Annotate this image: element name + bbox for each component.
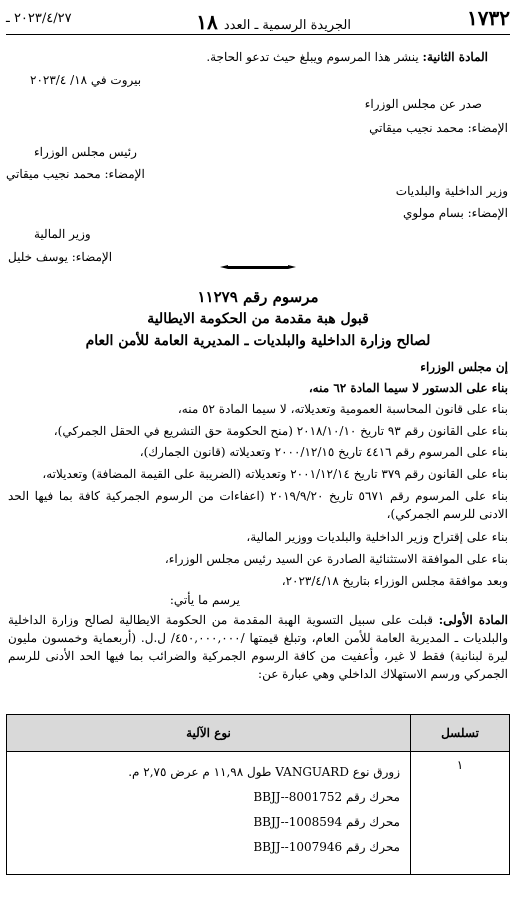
engine-line: محرك رقم BBJJ--1008594 xyxy=(253,815,400,829)
article-one-title: المادة الأولى: xyxy=(438,613,509,627)
donation-table xyxy=(6,714,510,875)
header-divider xyxy=(6,34,510,35)
issue-date: ٢٠٢٣/٤/٢٧ ـ xyxy=(6,11,72,26)
article-two-text: ينشر هذا المرسوم ويبلغ حيث تدعو الحاجة. xyxy=(206,50,419,64)
basis-line: بناء على المرسوم رقم ٤٤١٦ تاريخ ٢٠٠٠/١٢/١٥ وتعديلاته (قانون الجمارك)، xyxy=(139,445,508,459)
signature-line: الإمضاء: محمد نجيب ميقاتي xyxy=(369,121,508,135)
basis-line: بناء على إقتراح وزير الداخلية والبلديات ووزير المالية، xyxy=(246,530,508,544)
article-one-text: قبلت على سبيل التسوية الهبة المقدمة من الحكومة الايطالية لصالح وزارة الداخلية والبلديات ـ المديرية العامة للأمن العام، وتبلغ قيمتها /٤٥٠,٠٠٠,٠٠٠/ ل.ل. (أربعماية وخمسون مليون ليرة لبنانية) فقط لا غير، وأعفيت من كافة الرسوم الجمركية والضرائب بما فيها الحد الأدنى للرسم الجمركي ورسم الاستهلاك الداخلي وهي عبارة عن: xyxy=(8,613,509,681)
engine-line: محرك رقم BBJJ--1007946 xyxy=(253,840,400,854)
decree-title: مرسوم رقم ١١٢٧٩ xyxy=(197,288,319,306)
gazette-label: الجريدة الرسمية ـ العدد xyxy=(223,18,351,33)
decree-subtitle: لصالح وزارة الداخلية والبلديات ـ المديرية العامة للأمن العام xyxy=(85,333,431,349)
gazette-title xyxy=(194,10,351,34)
signature-line: الإمضاء: بسام مولوي xyxy=(403,206,508,220)
pm-title: رئيس مجلس الوزراء xyxy=(34,145,137,159)
article-two-title: المادة الثانية: xyxy=(422,50,488,64)
cell-items xyxy=(7,752,411,875)
article-two xyxy=(206,50,488,64)
basis-line: بناء على القانون رقم ٩٣ تاريخ ٢٠١٨/١٠/١٠ (منح الحكومة حق التشريع في الحقل الجمركي)، xyxy=(53,424,508,438)
page-number: ١٧٣٢ xyxy=(467,6,510,30)
basis-line: بناء على الموافقة الاستثنائية الصادرة عن السيد رئيس مجلس الوزراء، xyxy=(164,552,508,566)
basis-line: بناء على قانون المحاسبة العمومية وتعديلاته، لا سيما المادة ٥٢ منه، xyxy=(177,402,508,416)
signature-line: الإمضاء: يوسف خليل xyxy=(8,250,113,264)
col-header-seq: تسلسل xyxy=(411,715,510,752)
col-header-type: نوع الآلية xyxy=(7,715,411,752)
table-row xyxy=(7,752,510,875)
constitution-line: بناء على الدستور لا سيما المادة ٦٢ منه، xyxy=(308,381,508,395)
engine-line: محرك رقم BBJJ--8001752 xyxy=(253,790,400,804)
article-one xyxy=(8,611,508,683)
boat-description: زورق نوع VANGUARD طول ١١,٩٨ م عرض ٢,٧٥ م. xyxy=(128,765,400,779)
signature-line: الإمضاء: محمد نجيب ميقاتي xyxy=(6,167,145,181)
table-header-row xyxy=(7,715,510,752)
decrees-line: يرسم ما يأتي: xyxy=(169,593,240,607)
section-divider xyxy=(228,266,288,269)
finance-minister-title: وزير المالية xyxy=(34,227,91,241)
issued-by: صدر عن مجلس الوزراء xyxy=(364,97,482,111)
interior-minister-title: وزير الداخلية والبلديات xyxy=(395,184,508,198)
basis-line: بناء على المرسوم رقم ٥٦٧١ تاريخ ٢٠١٩/٩/٢٠ (اعفاءات من الرسوم الجمركية كافة بما فيها الحد الادنى للرسم الجمركي)، xyxy=(8,489,508,521)
cell-seq: ١ xyxy=(411,752,510,875)
basis-line: بناء على القانون رقم ٣٧٩ تاريخ ٢٠٠١/١٢/١٤ وتعديلاته (الضريبة على القيمة المضافة) وتعديلاته، xyxy=(42,467,508,481)
basis-line: وبعد موافقة مجلس الوزراء بتاريخ ٢٠٢٣/٤/١٨، xyxy=(281,574,508,588)
council-line: إن مجلس الوزراء xyxy=(420,360,508,374)
place-date: بيروت في ١٨/ ٢٠٢٣/٤ xyxy=(30,73,142,87)
decree-subtitle: قبول هبة مقدمة من الحكومة الايطالية xyxy=(147,311,369,327)
issue-number: ١٨ xyxy=(196,10,218,34)
